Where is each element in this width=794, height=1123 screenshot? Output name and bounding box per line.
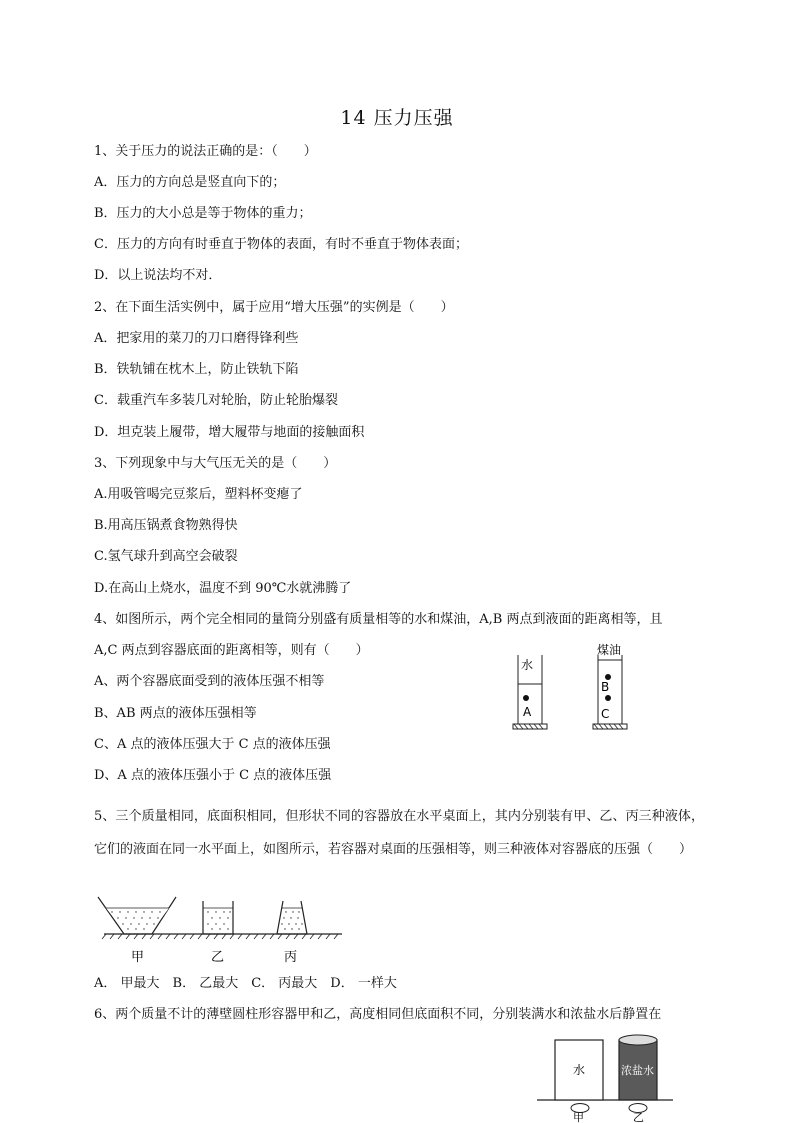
q4-stem-line2: A,C 两点到容器底面的距离相等，则有（ ） [94,643,369,658]
label-yi-q6: 乙 [633,1111,644,1123]
q1-option-a: A．压力的方向总是竖直向下的； [94,175,286,190]
q3-option-d: D.在高山上烧水，温度不到 90℃水就沸腾了 [94,581,352,596]
q1-option-c: C．压力的方向有时垂直于物体的表面，有时不垂直于物体表面； [94,237,468,252]
q3-option-c: C.氢气球升到高空会破裂 [94,549,238,564]
label-bing: 丙 [284,950,298,965]
kerosene-cylinder [593,655,627,729]
q5-options: A． 甲最大 B． 乙最大 C． 丙最大 D． 一样大 [94,976,397,991]
q6-stem: 6、两个质量不计的薄壁圆柱形容器甲和乙，高度相同但底面积不同，分别装满水和浓盐水后静置在 [94,1007,662,1022]
q4-stem-line1: 4、如图所示，两个完全相同的量筒分别盛有质量相等的水和煤油，A,B 两点到液面的距离相等，且 [94,612,663,627]
q4-option-b: B、AB 两点的液体压强相等 [94,706,257,721]
brine-label: 浓盐水 [621,1064,654,1077]
label-jia-q6: 甲 [573,1111,584,1123]
container-yi [203,901,233,934]
point-a-dot [523,695,529,701]
q2-option-d: D．坦克装上履带，增大履带与地面的接触面积 [94,425,365,440]
point-a-label: A [523,705,532,719]
q3-stem: 3、下列现象中与大气压无关的是（ ） [94,456,337,471]
point-c-label: C [601,707,610,721]
q4-cylinders-figure [505,640,640,735]
container-bing [277,901,307,934]
q1-stem: 1、关于压力的说法正确的是：（ ） [94,144,317,159]
label-jia: 甲 [131,950,145,965]
q2-option-c: C．载重汽车多装几对轮胎，防止轮胎爆裂 [94,393,338,408]
q3-option-a: A.用吸管喝完豆浆后，塑料杯变瘪了 [94,487,303,502]
page-title: 14 压力压强 [340,107,454,129]
q1-option-b: B．压力的大小总是等于物体的重力； [94,206,312,221]
q4-option-a: A、两个容器底面受到的液体压强不相等 [94,674,325,689]
q2-stem: 2、在下面生活实例中，属于应用“增大压强”的实例是（ ） [94,300,454,315]
water-label-q6: 水 [573,1063,586,1077]
q4-option-d: D、A 点的液体压强小于 C 点的液体压强 [94,768,332,783]
water-label: 水 [521,658,534,672]
q1-option-d: D．以上说法均不对． [94,268,222,283]
q3-option-b: B.用高压锅煮食物熟得快 [94,518,238,533]
label-yi: 乙 [211,950,225,965]
q5-stem: 5、三个质量相同，底面积相同，但形状不同的容器放在水平桌面上，其内分别装有甲、乙、丙三种液体，它们的液面在同一水平面上，如图所示，若容器对桌面的压强相等，则三种液体对容器底的压强（ ） [94,809,704,857]
q4-option-c: C、A 点的液体压强大于 C 点的液体压强 [94,737,331,752]
q5-containers-figure [96,893,346,968]
q2-option-b: B．铁轨铺在枕木上，防止铁轨下陷 [94,362,299,377]
q2-option-a: A．把家用的菜刀的刀口磨得锋利些 [94,331,299,346]
q6-containers-figure [535,1032,675,1123]
kerosene-label: 煤油 [597,643,622,657]
container-jia [98,897,176,934]
point-b-label: B [601,680,610,694]
point-c-dot [605,695,611,701]
